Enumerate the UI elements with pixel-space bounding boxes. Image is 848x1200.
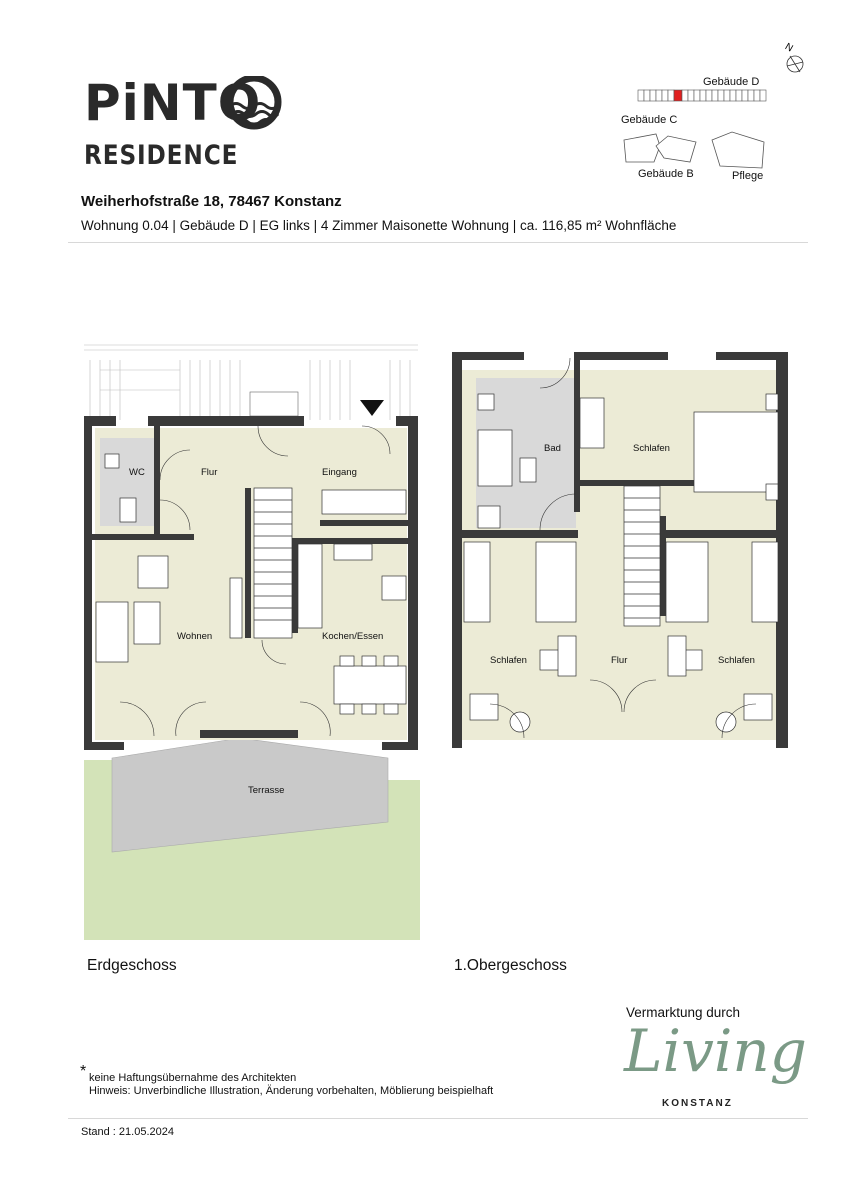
disclaimer-star: * [80,1063,87,1080]
living-logo-sub: KONSTANZ [662,1098,733,1109]
footer-divider [68,1118,808,1119]
room-label-wc: WC [129,467,145,478]
caption-obergeschoss: 1.Obergeschoss [454,957,567,974]
ground-floor-plan [84,345,420,940]
site-label-gebaeude-d: Gebäude D [703,76,760,88]
logo-wave-icon [226,76,284,132]
letterbox [250,392,298,416]
living-logo: Living [624,1017,807,1085]
room-label-terrasse: Terrasse [248,785,285,796]
site-label-pflege: Pflege [732,170,764,182]
site-label-gebaeude-b: Gebäude B [638,168,694,180]
marketing-label: Vermarktung durch [626,1005,741,1020]
room-label-flur-eg: Flur [201,467,218,478]
upper-floor-plan [452,352,788,748]
room-label-schlafen-right: Schlafen [718,655,755,666]
property-address: Weiherhofstraße 18, 78467 Konstanz [81,193,342,210]
apartment-details: Wohnung 0.04 | Gebäude D | EG links | 4 Zimmer Maisonette Wohnung | ca. 116,85 m² Wohnfläche [81,218,677,233]
disclaimer-line-1: keine Haftungsübernahme des Architekten [89,1072,297,1084]
room-label-flur-og: Flur [611,655,628,666]
room-label-schlafen-left: Schlafen [490,655,527,666]
north-label: N [782,41,795,55]
ground-stairs [254,488,292,638]
logo-subtitle: RESIDENCE [84,140,239,171]
header-divider [68,242,808,243]
room-label-wohnen: Wohnen [177,631,213,642]
stand-date: Stand : 21.05.2024 [81,1126,174,1138]
site-label-gebaeude-c: Gebäude C [621,114,678,126]
room-label-schlafen-top: Schlafen [633,443,670,454]
building-d-row-icon [636,88,772,104]
floor-plans [0,330,848,950]
site-buildings-icon [620,128,780,172]
room-label-kochen-essen: Kochen/Essen [322,631,384,642]
caption-erdgeschoss: Erdgeschoss [87,957,177,974]
disclaimer-line-2: Hinweis: Unverbindliche Illustration, Änderung vorbehalten, Möblierung beispielhaft [89,1085,494,1097]
north-arrow-icon [780,40,810,76]
room-label-eingang: Eingang [322,467,357,478]
entrance-arrow-icon [360,400,384,416]
logo-wordmark: PiNTO [84,74,262,132]
room-label-bad: Bad [544,443,561,454]
upper-stairs [624,486,660,626]
